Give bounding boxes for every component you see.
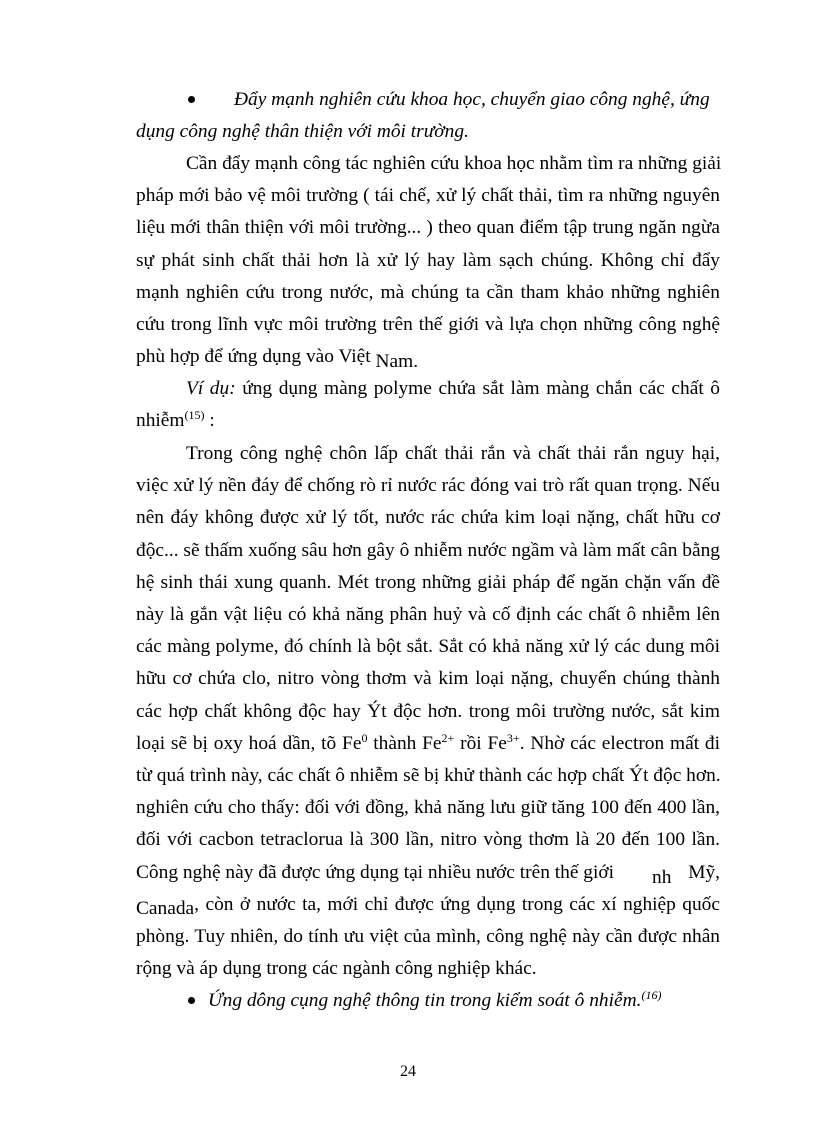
country-name: Nam. — [375, 351, 419, 373]
paragraph-2-line: từ quá trình này, các chất ô nhiễm sẽ bị khử thành các hợp chất Ýt độc hơn. — [136, 765, 721, 787]
paragraph-2-iron-line: loại sẽ bị oxy hoá dần, tõ Fe$^0$ thành $Fe^{2+}$ rồi $Fe^{3+}$. Nhờ các electron mất đi — [136, 730, 720, 754]
bullet-heading-2 — [136, 985, 720, 1017]
paragraph-1-line: cứu trong lĩnh vực môi trường trên thế giới và lựa chọn những công nghệ — [136, 314, 720, 336]
paragraph-2-line: hữu cơ chứa clo, nitro vòng thơm và kim loại nặng, chuyển chúng thành — [136, 668, 720, 690]
bullet-heading-1-line-1: Đẩy mạnh nghiên cứu khoa học, chuyển giao công nghệ, ứng — [136, 84, 720, 116]
paragraph-1-line: sự phát sinh chất thải hơn là xử lý hay làm sạch chúng. Không chỉ đẩy — [136, 249, 720, 271]
reference-16: (16) — [641, 988, 662, 1002]
example-label: Ví dụ: — [186, 378, 236, 399]
paragraph-1-line: pháp mới bảo vệ môi trường ( tái chế, xử lý chất thải, tìm ra những nguyên — [136, 185, 720, 207]
example-line-1: Ví dụ: ứng dụng màng polyme chứa sắt làm màng chắn các chất ô — [186, 378, 720, 399]
paragraph-2-tech-line: Công nghệ này đã được ứng dụng tại nhiều nước trên thế giới nh Mỹ, — [136, 861, 720, 888]
paragraph-2-line: nghiên cứu cho thấy: đối với đồng, khả năng lưu giữ tăng 100 đến 400 lần, — [136, 797, 720, 819]
paragraph-1-line: phù hợp để ứng dụng vào Việt Nam. — [136, 346, 419, 373]
paragraph-2-line: hệ sinh thái xung quanh. Mét trong những giải pháp để ngăn chặn vấn đề — [136, 571, 720, 593]
paragraph-2-canada-line: Canada, còn ở nước ta, mới chỉ được ứng dụng trong các xí nghiệp quốc — [136, 893, 720, 919]
reference-15: (15) — [184, 408, 205, 423]
paragraph-2-line: Trong công nghệ chôn lấp chất thải rắn và chất thải rắn nguy hại, — [186, 443, 720, 464]
page-number: 24 — [400, 1063, 416, 1080]
paragraph-2-line: độc... sẽ thấm xuống sâu hơn gây ô nhiễm nước ngầm và làm mất cân bằng — [136, 539, 720, 561]
paragraph-2-line: việc xử lý nền đáy để chống rò rỉ nước rác đóng vai trò rất quan trọng. Nếu — [136, 475, 720, 497]
paragraph-2-line: phòng. Tuy nhiên, do tính ưu việt của mình, công nghệ này cần được nhân — [136, 926, 720, 948]
bullet-heading-2-text: Ứng dông cụng nghệ thông tin trong kiểm soát ô nhiễm. — [208, 990, 642, 1011]
paragraph-2-line: nên đáy không được xử lý tốt, nước rác chứa kim loại nặng, chất hữu cơ — [136, 507, 720, 529]
bullet-heading-1 — [136, 84, 720, 148]
bullet-heading-1-line-2: dụng công nghệ thân thiện với môi trường. — [136, 121, 469, 143]
paragraph-2-line: các hợp chất không độc hay Ýt độc hơn. trong môi trường nước, sắt kim — [136, 700, 720, 722]
example-paragraph — [136, 373, 720, 437]
paragraph-2 — [136, 438, 720, 985]
paragraph-2-line: rộng và áp dụng trong các ngành công nghiệp khác. — [136, 958, 537, 980]
example-line-2: nhiễm$^{(15)}$ : — [136, 408, 215, 432]
paragraph-1-line: Cần đẩy mạnh công tác nghiên cứu khoa học nhằm tìm ra những giải — [186, 153, 722, 174]
bullet-icon — [188, 997, 195, 1004]
paragraph-2-line: các màng polyme, đó chính là bột sắt. Sắt có khả năng xử lý các dung môi — [136, 636, 720, 658]
paragraph-1 — [136, 148, 720, 373]
paragraph-2-line: đối với cacbon tetraclorua là 300 lần, nitro vòng thơm là 20 đến 100 lần. — [136, 829, 720, 851]
paragraph-1-line: mạnh nghiên cứu trong nước, mà chúng ta cần tham khảo những nghiên — [136, 281, 720, 303]
paragraph-1-line: liệu mới thân thiện với môi trường... ) theo quan điểm tập trung ngăn ngừa — [136, 217, 720, 239]
paragraph-2-line: này là gắn vật liệu có khả năng phân huỷ và cố định các chất ô nhiễm lên — [136, 604, 720, 626]
bullet-icon — [188, 96, 195, 103]
